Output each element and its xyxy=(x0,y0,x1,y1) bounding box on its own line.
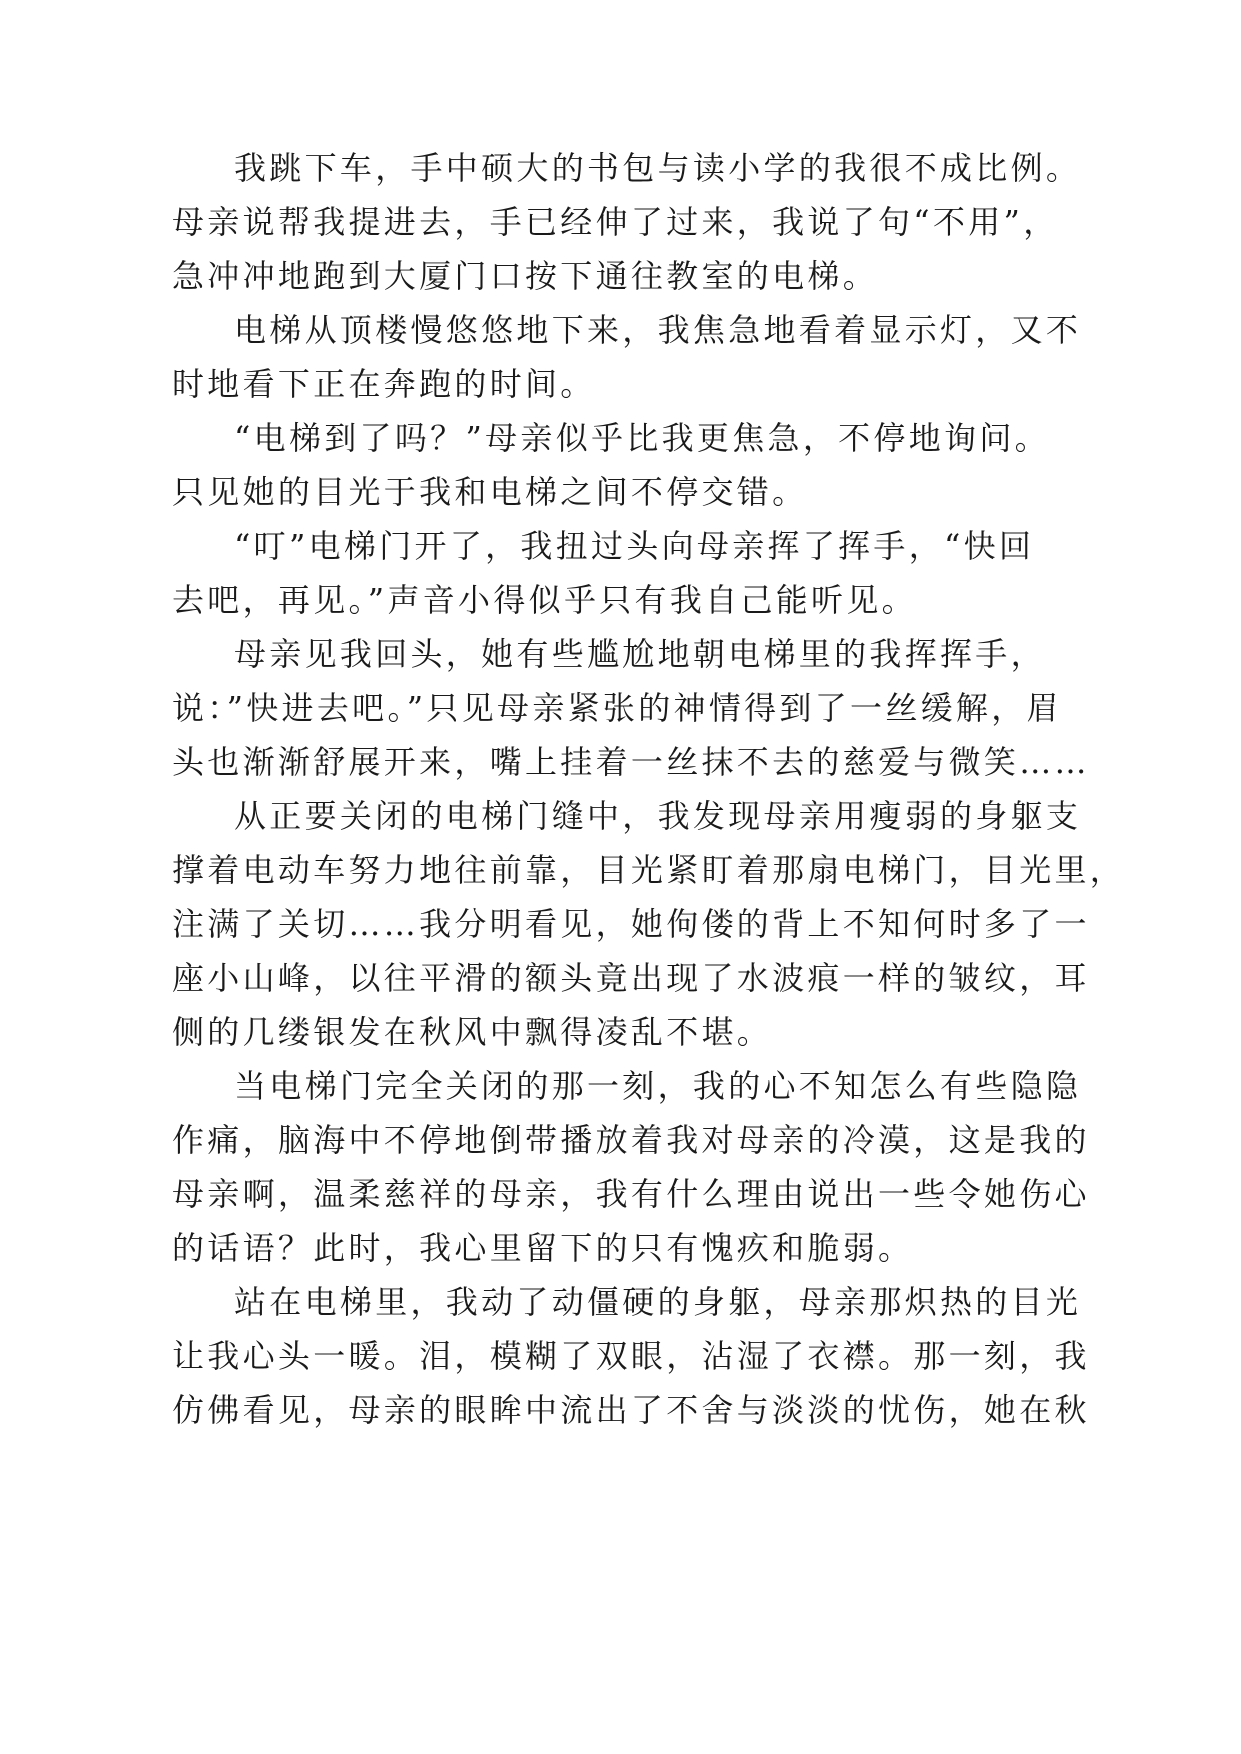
text-line: 母亲啊，温柔慈祥的母亲，我有什么理由说出一些令她伤心 xyxy=(172,1175,1090,1213)
text-line: 当电梯门完全关闭的那一刻，我的心不知怎么有些隐隐 xyxy=(234,1067,1082,1105)
text-line: 去吧，再见。”声音小得似乎只有我自己能听见。 xyxy=(172,581,917,619)
text-line: 撑着电动车努力地往前靠，目光紧盯着那扇电梯门，目光里， xyxy=(172,851,1126,889)
text-line: 头也渐渐舒展开来，嘴上挂着一丝抹不去的慈爱与微笑…… xyxy=(172,743,1090,781)
text-line: 站在电梯里，我动了动僵硬的身躯，母亲那炽热的目光 xyxy=(234,1283,1082,1321)
text-line: 母亲见我回头，她有些尴尬地朝电梯里的我挥挥手， xyxy=(234,635,1046,673)
text-line: 母亲说帮我提进去，手已经伸了过来，我说了句“不用”， xyxy=(172,203,1059,241)
text-line: 侧的几缕银发在秋风中飘得凌乱不堪。 xyxy=(172,1013,773,1051)
text-line: 急冲冲地跑到大厦门口按下通往教室的电梯。 xyxy=(172,257,879,295)
text-line: “电梯到了吗？”母亲似乎比我更焦急，不停地询问。 xyxy=(234,419,1050,457)
text-line: 从正要关闭的电梯门缝中，我发现母亲用瘦弱的身躯支 xyxy=(234,797,1082,835)
text-line: 注满了关切……我分明看见，她佝偻的背上不知何时多了一 xyxy=(172,905,1090,943)
text-line: 座小山峰，以往平滑的额头竟出现了水波痕一样的皱纹，耳 xyxy=(172,959,1090,997)
text-line: 说：”快进去吧。”只见母亲紧张的神情得到了一丝缓解，眉 xyxy=(172,689,1062,727)
text-line: 作痛，脑海中不停地倒带播放着我对母亲的冷漠，这是我的 xyxy=(172,1121,1090,1159)
text-line: 我跳下车，手中硕大的书包与读小学的我很不成比例。 xyxy=(234,149,1082,187)
text-line: 的话语？此时，我心里留下的只有愧疚和脆弱。 xyxy=(172,1229,914,1267)
text-line: 只见她的目光于我和电梯之间不停交错。 xyxy=(172,473,808,511)
text-line: “叮”电梯门开了，我扭过头向母亲挥了挥手，“快回 xyxy=(234,527,1035,565)
text-line: 时地看下正在奔跑的时间。 xyxy=(172,365,596,403)
text-line: 电梯从顶楼慢悠悠地下来，我焦急地看着显示灯，又不 xyxy=(234,311,1082,349)
text-line: 让我心头一暖。泪，模糊了双眼，沾湿了衣襟。那一刻，我 xyxy=(172,1337,1090,1375)
text-line: 仿佛看见，母亲的眼眸中流出了不舍与淡淡的忧伤，她在秋 xyxy=(172,1391,1090,1429)
